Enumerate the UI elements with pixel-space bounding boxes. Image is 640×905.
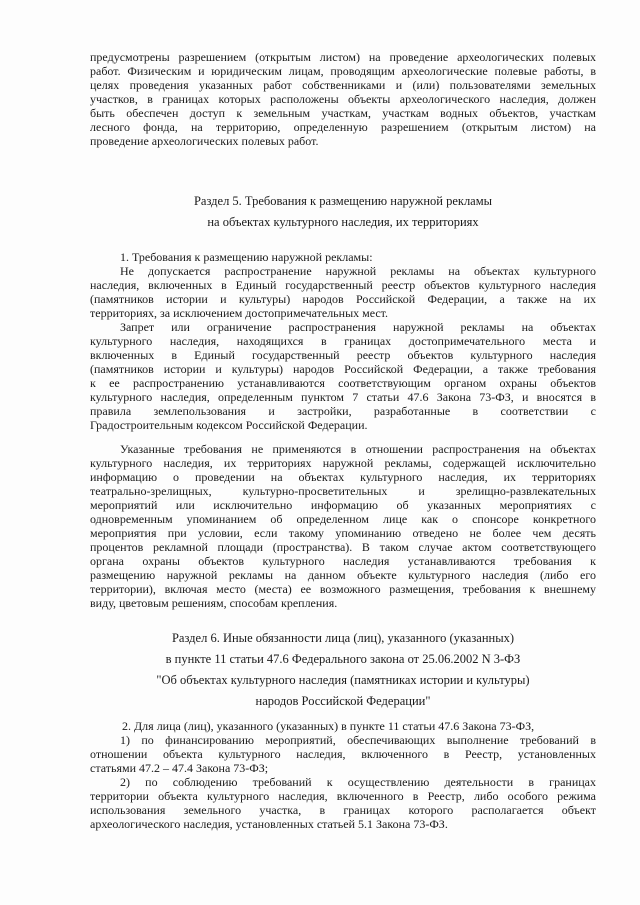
text-line: культурного наследия, находящихся в границах достопримечательного места и xyxy=(90,334,596,348)
text-line: (памятников истории и культуры) народов Российской Федерации, а также требования xyxy=(90,362,596,376)
text-line: 2) по соблюдению требований к осуществлению деятельности в границах xyxy=(120,775,596,789)
section-6-subitem-1 xyxy=(90,733,596,775)
text-line: территории объекта культурного наследия, включенного в Реестр, либо особого режима xyxy=(90,789,596,803)
section-5-paragraph-2 xyxy=(90,320,596,432)
text-line: театрально-зрелищных, культурно-просветительных и зрелищно-развлекательных xyxy=(90,484,596,498)
text-line: быть обеспечен доступ к земельным участкам, участкам водных объектов, участкам xyxy=(90,106,596,120)
text-line: участков, в границах которых расположены объекты археологического наследия, должен xyxy=(90,92,596,106)
text-line: работ. Физическим и юридическим лицам, проводящим археологические полевые работы, в xyxy=(90,64,596,78)
text-line: территориях, за исключением достопримечательных мест. xyxy=(90,306,389,320)
text-line: проведение археологических полевых работ. xyxy=(90,134,319,148)
text-line: процентов рекламной площади (пространства). В таком случае актом соответствующего xyxy=(90,540,596,554)
text-line: размещению наружной рекламы на данном объекте культурного наследия (либо его xyxy=(90,568,596,582)
item-heading-text: 2. Для лица (лиц), указанного (указанных) в пункте 11 статьи 47.6 Закона 73-ФЗ, xyxy=(122,719,535,733)
text-line: мероприятия при условии, если такому упоминанию отведено не более чем десять xyxy=(90,526,596,540)
text-line: лесного фонда, на территорию, определенную разрешением (открытым листом) на xyxy=(90,120,596,134)
text-line: включенных в Единый государственный реестр объектов культурного наследия xyxy=(90,348,596,362)
section-title-line: на объектах культурного наследия, их территориях xyxy=(207,215,479,229)
text-line: археологического наследия, установленных статьей 5.1 Закона 73-ФЗ. xyxy=(90,817,448,831)
text-line: предусмотрены разрешением (открытым листом) на проведение археологических полевых xyxy=(90,50,596,64)
section-6-title xyxy=(90,628,596,712)
text-line: культурного наследия, их территориях наружной рекламы, содержащей исключительно xyxy=(90,456,596,470)
section-5-title xyxy=(90,191,596,233)
text-line: наследия, включенных в Единый государственный реестр объектов культурного наследия xyxy=(90,278,596,292)
text-line: территории), включая место (места) ее возможного размещения, требования к внешнему xyxy=(90,582,596,596)
section-5-paragraph-3 xyxy=(90,442,596,610)
text-line: Не допускается распространение наружной рекламы на объектах культурного xyxy=(120,264,596,278)
section-5-paragraph-1 xyxy=(90,264,596,320)
text-line: к ее распространению устанавливаются соответствующим органом охраны объектов xyxy=(90,376,596,390)
section-title-line: Раздел 5. Требования к размещению наружной рекламы xyxy=(193,194,493,208)
text-line: виду, цветовым решениям, способам крепления. xyxy=(90,596,338,610)
item-heading-text: 1. Требования к размещению наружной рекламы: xyxy=(120,250,373,264)
intro-paragraph xyxy=(90,50,596,148)
text-line: Запрет или ограничение распространения наружной рекламы на объектах xyxy=(120,320,596,334)
text-line: (памятников истории и культуры) народов Российской Федерации, а также на их xyxy=(90,292,596,306)
text-line: Градостроительным кодексом Российской Федерации. xyxy=(90,418,368,432)
text-line: отношении объекта культурного наследия, включенного в Реестр, установленных xyxy=(90,747,596,761)
section-title-line: "Об объектах культурного наследия (памятниках истории и культуры) xyxy=(156,673,530,687)
text-line: 1) по финансированию мероприятий, обеспечивающих выполнение требований в xyxy=(120,733,596,747)
text-line: культурного наследия, определенным пунктом 7 статьи 47.6 Закона 73-ФЗ, и вносятся в xyxy=(90,390,596,404)
item-2-heading xyxy=(90,719,596,733)
text-line: целях проведения указанных работ собственниками и (или) пользователями земельных xyxy=(90,78,596,92)
text-line: правила землепользования и застройки, разработанные в соответствии с xyxy=(90,404,596,418)
section-title-line: в пункте 11 статьи 47.6 Федерального закона от 25.06.2002 N 3-ФЗ xyxy=(165,652,521,666)
text-line: одновременным упоминанием об определенном лице как о спонсоре конкретного xyxy=(90,512,596,526)
item-1-heading xyxy=(90,250,596,264)
section-title-line: народов Российской Федерации" xyxy=(255,694,431,708)
section-6-subitem-2 xyxy=(90,775,596,831)
text-line: органа охраны объектов культурного наследия устанавливаются требования к xyxy=(90,554,596,568)
text-line: статьями 47.2 – 47.4 Закона 73-ФЗ; xyxy=(90,761,269,775)
section-title-line: Раздел 6. Иные обязанности лица (лиц), указанного (указанных) xyxy=(171,631,515,645)
text-line: использования земельного участка, в границах которого располагается объект xyxy=(90,803,596,817)
text-line: мероприятий или исключительно информацию об указанных мероприятиях с xyxy=(90,498,596,512)
text-line: информацию о проведении на объектах культурного наследия, их территориях xyxy=(90,470,596,484)
text-line: Указанные требования не применяются в отношении распространения на объектах xyxy=(120,442,596,456)
